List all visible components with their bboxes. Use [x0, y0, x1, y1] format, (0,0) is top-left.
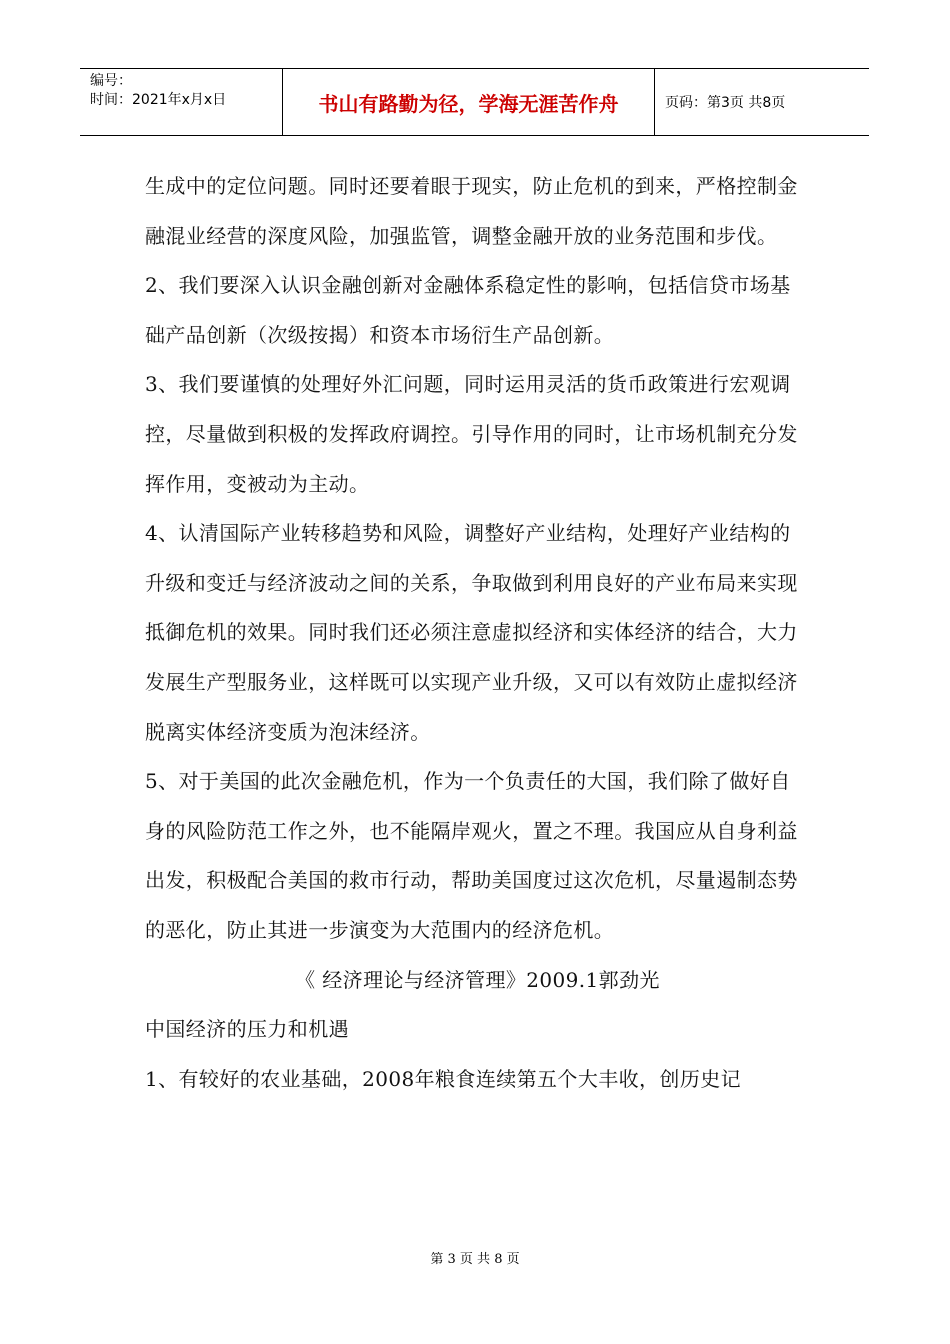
time-label: 时间：2021年x月x日 — [90, 92, 227, 108]
paragraph: 生成中的定位问题。同时还要着眼于现实，防止危机的到来，严格控制金融混业经营的深度风险，加强监管，调整金融开放的业务范围和步伐。 — [145, 174, 798, 248]
paragraph: 2、我们要深入认识金融创新对金融体系稳定性的影响，包括信贷市场基础产品创新（次级按揭）和资本市场衍生产品创新。 — [145, 273, 791, 347]
paragraph: 3、我们要谨慎的处理好外汇问题，同时运用灵活的货币政策进行宏观调控，尽量做到积极的发挥政府调控。引导作用的同时，让市场机制充分发挥作用，变被动为主动。 — [145, 372, 798, 496]
header-motto: 书山有路勤为径，学海无涯苦作舟 — [283, 69, 655, 135]
document-body — [145, 162, 810, 1104]
page-header — [80, 68, 869, 136]
section-title: 中国经济的压力和机遇 — [145, 1017, 349, 1042]
paragraph: 5、对于美国的此次金融危机，作为一个负责任的大国，我们除了做好自身的风险防范工作之外，也不能隔岸观火，置之不理。我国应从自身利益出发，积极配合美国的救市行动，帮助美国度过这次危机，尽量遏制态势的恶化，防止其进一步演变为大范围内的经济危机。 — [145, 769, 798, 942]
paragraph: 4、认清国际产业转移趋势和风险，调整好产业结构，处理好产业结构的升级和变迁与经济波动之间的关系，争取做到利用良好的产业布局来实现抵御危机的效果。同时我们还必须注意虚拟经济和实体经济的结合，大力发展生产型服务业，这样既可以实现产业升级，又可以有效防止虚拟经济脱离实体经济变质为泡沫经济。 — [145, 521, 798, 744]
page-footer: 第 3 页 共 8 页 — [430, 1252, 520, 1267]
citation: 《 经济理论与经济管理》2009.1郭劲光 — [295, 967, 660, 992]
serial-number-label: 编号： — [90, 73, 132, 89]
header-page-info: 页码：第3页 共8页 — [665, 95, 786, 111]
paragraph: 1、有较好的农业基础，2008年粮食连续第五个大丰收，创历史记 — [145, 1066, 742, 1091]
header-meta-cell — [80, 69, 283, 135]
